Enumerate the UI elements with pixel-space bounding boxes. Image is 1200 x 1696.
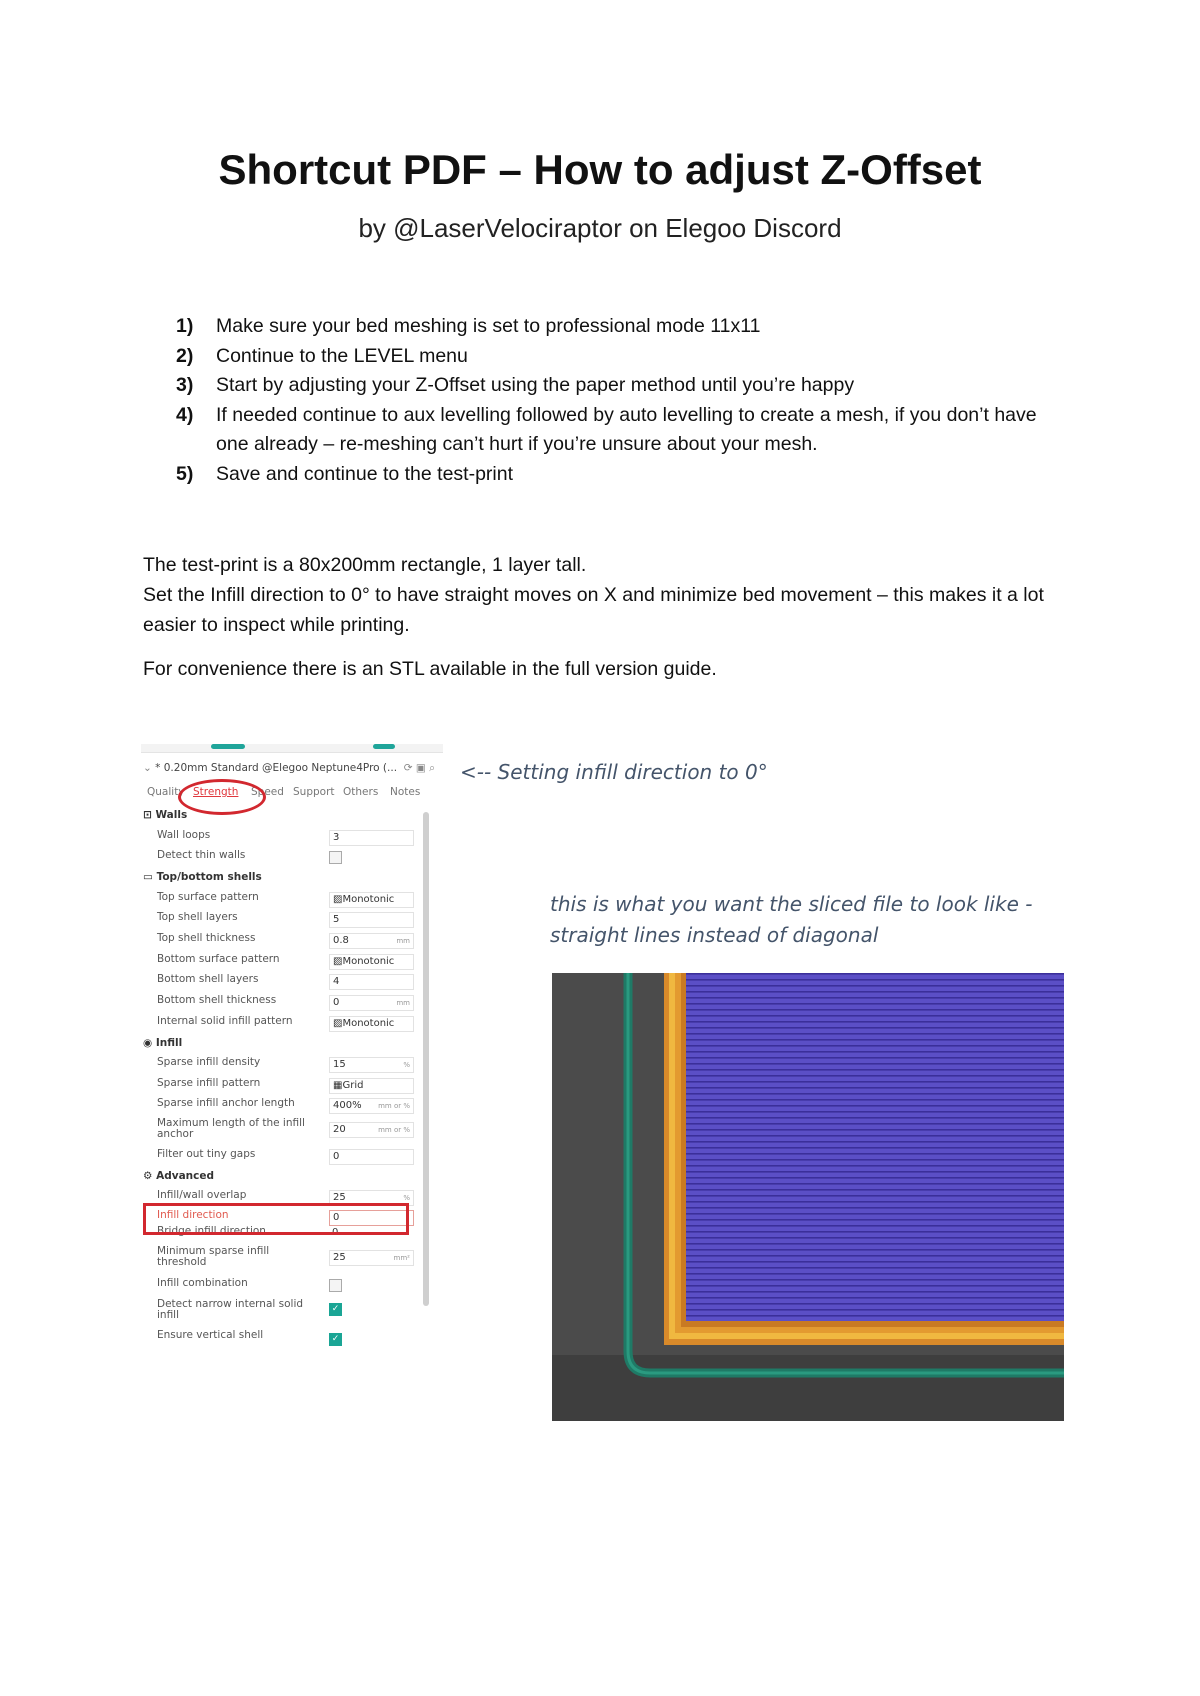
setting-row: Ensure vertical shell ✓ [157,1330,427,1348]
step-item [176,371,1056,401]
step-item [176,401,1056,460]
sliced-preview-svg [552,973,1064,1421]
tab-notes: Notes [390,786,421,798]
setting-row: Top surface pattern ▨Monotonic [157,892,427,910]
section-top-bottom: ▭ Top/bottom shells [143,871,262,883]
stl-paragraph: For convenience there is an STL available in the full version guide. [143,658,717,680]
slice-note-line: straight lines instead of diagonal [550,923,879,947]
paragraph-line: Set the Infill direction to 0° to have straight moves on X and minimize bed movement – this makes it a lot easier to inspect while printing. [143,584,1044,636]
step-text: If needed continue to aux levelling followed by auto levelling to create a mesh, if you don’t have one already – re-meshing can’t hurt if you’re unsure about your mesh. [216,403,1037,455]
setting-row: Infill combination [157,1278,427,1296]
setting-row: Detect narrow internal solid infill ✓ [157,1299,427,1323]
shell-icon: ▭ [143,871,157,883]
infill-icon: ◉ [143,1037,156,1049]
setting-row: Filter out tiny gaps 0 [157,1149,427,1167]
checkbox-checked: ✓ [329,1333,342,1346]
tab-support: Support [293,786,335,798]
setting-row: Detect thin walls [157,850,427,868]
slicer-settings-screenshot [141,744,443,1354]
gear-icon: ⚙ [143,1170,157,1182]
step-number: 1) [176,315,194,337]
tab-strength: Strength [193,786,239,798]
slicer-top-strip [141,744,443,753]
step-number: 5) [176,462,194,485]
tab-quality: Quality [147,786,185,798]
setting-row: Bridge infill direction 0 [157,1225,339,1238]
step-item [176,312,1056,342]
slice-note-line: this is what you want the sliced file to look like - [550,892,1033,916]
preset-name: * 0.20mm Standard @Elegoo Neptune4Pro (... [155,762,398,774]
setting-row: Minimum sparse infill threshold 25 mm² [157,1246,427,1270]
setting-row: Sparse infill density 15 % [157,1057,427,1075]
tab-others: Others [343,786,379,798]
step-item [176,342,1056,372]
section-walls: ⊡ Walls [143,809,188,821]
paragraph-line: The test-print is a 80x200mm rectangle, 1 layer tall. [143,554,587,576]
infill-direction-highlight [143,1203,409,1235]
setting-row: Sparse infill anchor length 400% mm or % [157,1098,427,1116]
setting-row: Top shell thickness 0.8 mm [157,933,427,951]
chevron-down-icon: ⌄ [143,762,152,774]
steps-list [176,312,1056,489]
setting-row-infill-direction: Infill direction 0 [157,1210,427,1228]
test-print-paragraph [143,550,1063,640]
step-text: Save and continue to the test-print [216,462,514,485]
setting-row: Top shell layers 5 [157,912,427,930]
step-number: 2) [176,344,194,367]
setting-row: Bottom surface pattern ▨Monotonic [157,954,427,972]
arrow-note: <-- Setting infill direction to 0° [460,760,768,784]
setting-row: Internal solid infill pattern ▨Monotonic [157,1016,427,1034]
step-number: 4) [176,403,194,426]
preset-selector [143,758,439,778]
checkbox [329,1279,342,1292]
preset-action-icons: ⟳ ▣ ⌕ [403,762,435,774]
walls-icon: ⊡ [143,809,156,821]
grid-icon: ▦ [333,1080,343,1091]
setting-row: Bottom shell thickness 0 mm [157,995,427,1013]
checkbox [329,851,342,864]
pattern-icon: ▨ [333,1018,343,1029]
sliced-preview-image [552,973,1064,1421]
step-number: 3) [176,374,194,396]
section-advanced: ⚙ Advanced [143,1170,214,1182]
strength-tab-highlight [178,779,266,815]
page-title: Shortcut PDF – How to adjust Z-Offset [218,146,982,193]
step-text: Continue to the LEVEL menu [216,344,468,367]
setting-row: Wall loops 3 [157,830,427,848]
pattern-icon: ▨ [333,956,343,967]
step-text: Make sure your bed meshing is set to professional mode 11x11 [216,315,761,337]
pattern-icon: ▨ [333,894,343,905]
setting-row: Infill/wall overlap 25 % [157,1190,427,1208]
step-text: Start by adjusting your Z-Offset using the paper method until you’re happy [216,374,855,396]
setting-row: Maximum length of the infill anchor 20 mm or % [157,1118,427,1142]
checkbox-checked: ✓ [329,1303,342,1316]
infill-region [686,973,1064,1321]
slice-note [550,889,1032,951]
tab-speed: Speed [251,786,284,798]
page-subtitle: by @LaserVelociraptor on Elegoo Discord [358,213,842,243]
step-item [176,460,1056,490]
setting-row: Sparse infill pattern ▦Grid [157,1078,427,1096]
setting-row: Bottom shell layers 4 [157,974,427,992]
section-infill: ◉ Infill [143,1037,183,1049]
